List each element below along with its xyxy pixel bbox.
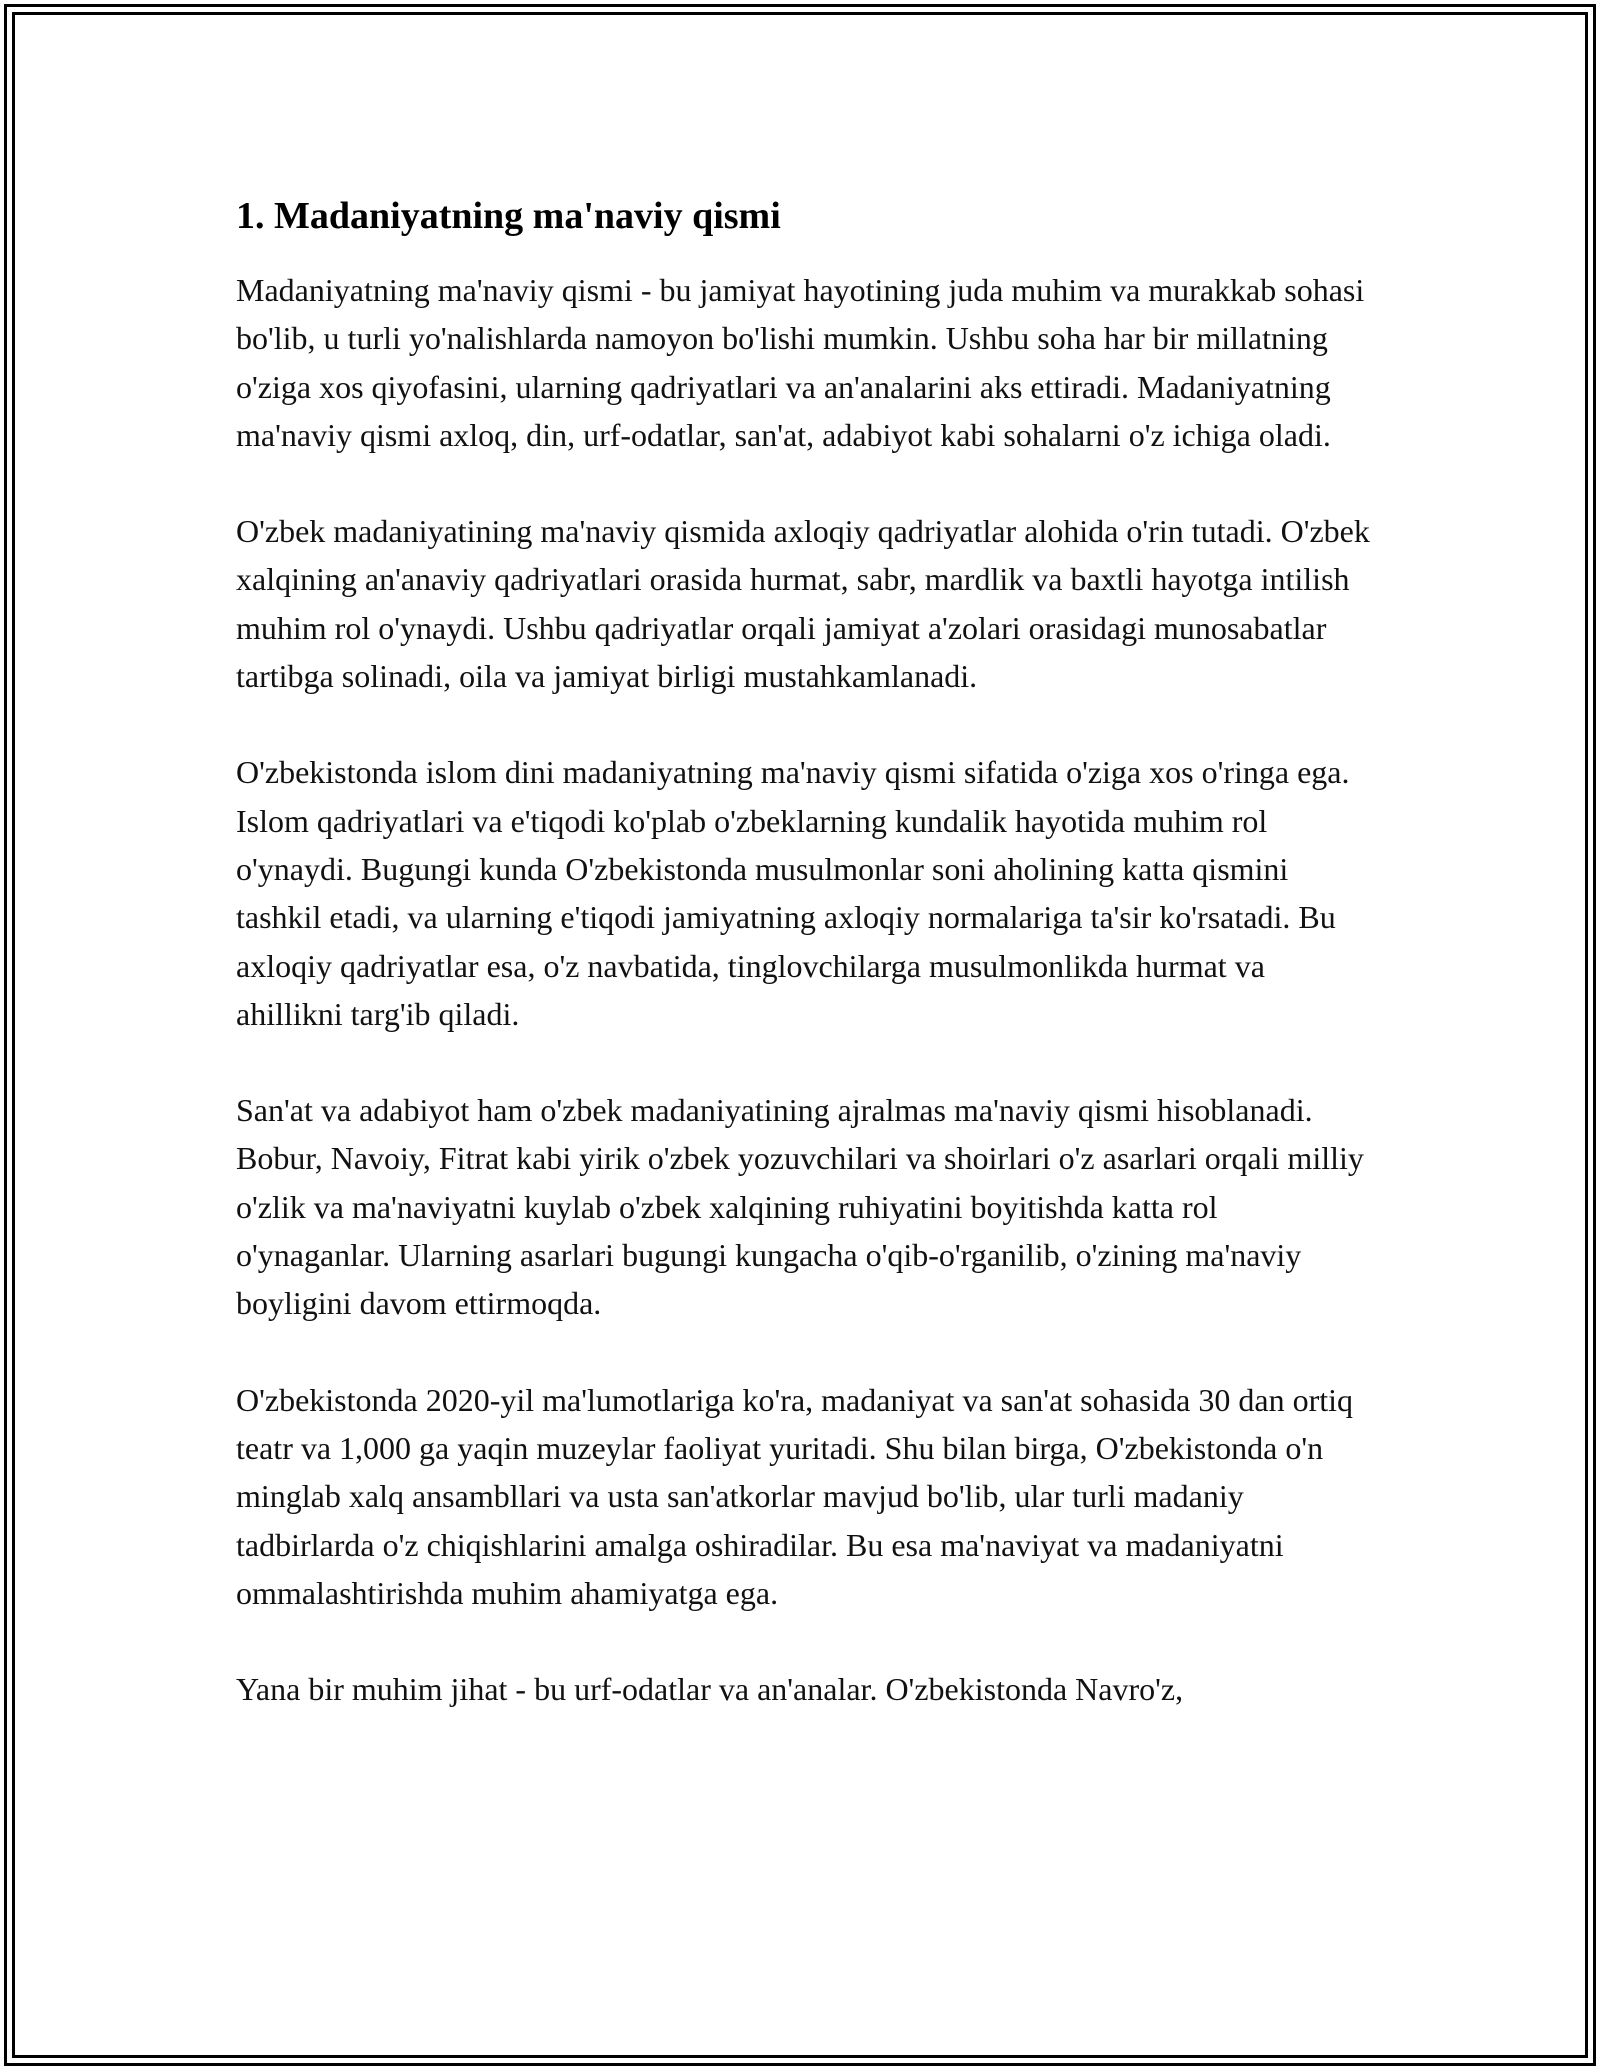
paragraph-1: Madaniyatning ma'naviy qismi - bu jamiyat hayotining juda muhim va murakkab sohasi bo'lib, u turli yo'nalishlarda namoyon bo'lishi mumkin. Ushbu soha har bir millatning o'ziga xos qiyofasini, ularning qadriyatlari va an'analarini aks ettiradi. Madaniyatning ma'naviy qismi axloq, din, urf-odatlar, san'at, adabiyot kabi sohalarni o'z ichiga oladi. [236,272,1365,453]
document-body [236,186,1376,1761]
paragraph-5: O'zbekistonda 2020-yil ma'lumotlariga ko'ra, madaniyat va san'at sohasida 30 dan ortiq teatr va 1,000 ga yaqin muzeylar faoliyat yuritadi. Shu bilan birga, O'zbekistonda o'n minglab xalq ansambllari va usta san'atkorlar mavjud bo'lib, ular turli madaniy tadbirlarda o'z chiqishlarini amalga oshiradilar. Bu esa ma'naviyat va madaniyatni ommalashtirishda muhim ahamiyatga ega. [236,1381,1353,1611]
paragraph-3: O'zbekistonda islom dini madaniyatning ma'naviy qismi sifatida o'ziga xos o'ringa ega. Islom qadriyatlari va e'tiqodi ko'plab o'zbeklarning kundalik hayotida muhim rol o'ynaydi. Bugungi kunda O'zbekistonda musulmonlar soni aholining katta qismini tashkil etadi, va ularning e'tiqodi jamiyatning axloqiy normalariga ta'sir ko'rsatadi. Bu axloqiy qadriyatlar esa, o'z navbatida, tinglovchilarga musulmonlikda hurmat va ahillikni targ'ib qiladi. [236,754,1350,1032]
paragraph-4: San'at va adabiyot ham o'zbek madaniyatining ajralmas ma'naviy qismi hisoblanadi. Bobur, Navoiy, Fitrat kabi yirik o'zbek yozuvchilari va shoirlari o'z asarlari orqali milliy o'zlik va ma'naviyatni kuylab o'zbek xalqining ruhiyatini boyitishda katta rol o'ynaganlar. Ularning asarlari bugungi kungacha o'qib-o'rganilib, o'zining ma'naviy boyligini davom ettirmoqda. [236,1092,1364,1322]
paragraph-2: O'zbek madaniyatining ma'naviy qismida axloqiy qadriyatlar alohida o'rin tutadi. O'zbek xalqining an'anaviy qadriyatlari orasida hurmat, sabr, mardlik va baxtli hayotga intilish muhim rol o'ynaydi. Ushbu qadriyatlar orqali jamiyat a'zolari orasidagi munosabatlar tartibga solinadi, oila va jamiyat birligi mustahkamlanadi. [236,513,1370,695]
paragraph-6: Yana bir muhim jihat - bu urf-odatlar va an'analar. O'zbekistonda Navro'z, [236,1671,1184,1708]
section-heading: 1. Madaniyatning ma'naviy qismi [236,195,781,237]
